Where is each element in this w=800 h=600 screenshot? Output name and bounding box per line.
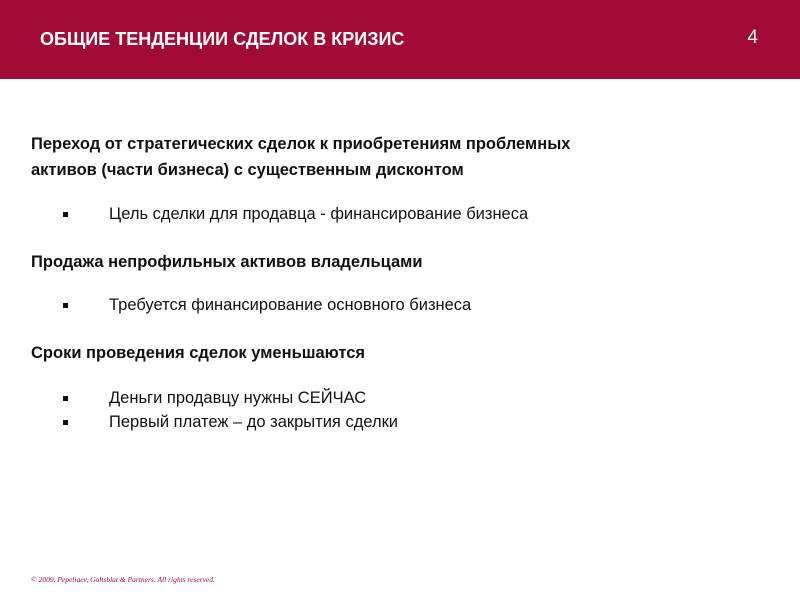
bullet-list <box>31 386 771 434</box>
section-heading <box>31 340 771 366</box>
square-bullet-icon <box>63 212 68 217</box>
section-heading-line: Продажа непрофильных активов владельцами <box>31 253 423 271</box>
bullet-text: Цель сделки для продавца - финансирование бизнеса <box>109 205 529 223</box>
section-heading <box>31 131 771 183</box>
square-bullet-icon <box>63 396 68 401</box>
page-number: 4 <box>747 27 758 48</box>
section-noncore-assets <box>31 249 771 317</box>
section-heading-line: Сроки проведения сделок уменьшаются <box>31 344 365 362</box>
bullet-item <box>31 202 771 226</box>
bullet-list <box>31 293 771 317</box>
section-heading <box>31 249 771 275</box>
section-heading-line: Переход от стратегических сделок к приобретениям проблемных <box>31 135 571 153</box>
section-strategic-deals <box>31 131 771 226</box>
bullet-text: Деньги продавцу нужны СЕЙЧАС <box>109 389 367 407</box>
slide-content <box>31 131 771 434</box>
square-bullet-icon <box>63 420 68 425</box>
bullet-item <box>31 386 771 410</box>
section-deal-timelines <box>31 340 771 434</box>
copyright-footer: © 2009. Pepeliaev, Goltsblat & Partners. All rights reserved. <box>31 575 215 584</box>
bullet-list <box>31 202 771 226</box>
bullet-item <box>31 410 771 434</box>
bullet-item <box>31 293 771 317</box>
bullet-text: Требуется финансирование основного бизнеса <box>109 296 472 314</box>
section-heading-line: активов (части бизнеса) с существенным дисконтом <box>31 161 464 179</box>
slide-title: ОБЩИЕ ТЕНДЕНЦИИ СДЕЛОК В КРИЗИС <box>40 29 405 49</box>
slide-header <box>0 0 800 79</box>
bullet-text: Первый платеж – до закрытия сделки <box>109 413 399 431</box>
square-bullet-icon <box>63 303 68 308</box>
